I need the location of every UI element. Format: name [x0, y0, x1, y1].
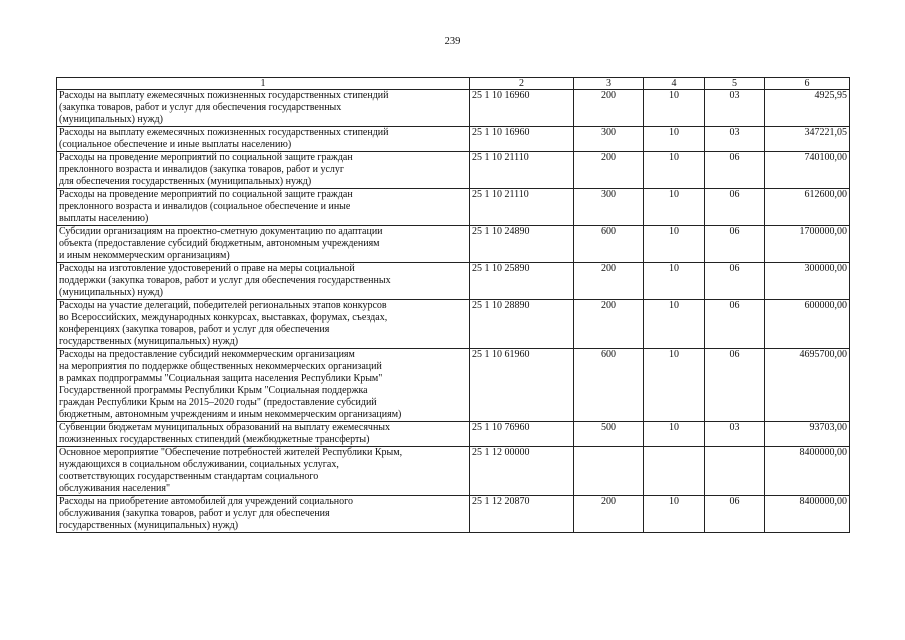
table-row [57, 422, 850, 447]
row-section [644, 447, 705, 496]
row-amount: 612600,00 [765, 189, 850, 226]
row-expense-type: 300 [574, 189, 644, 226]
row-code: 25 1 12 00000 [470, 447, 574, 496]
row-description: Основное мероприятие "Обеспечение потребностей жителей Республики Крым, нуждающихся в социальном обслуживании, социальных услугах, соответствующих государственным стандартам социального обслуживания населения" [57, 447, 470, 496]
row-section: 10 [644, 300, 705, 349]
row-expense-type: 600 [574, 349, 644, 422]
row-description: Расходы на участие делегаций, победителей региональных этапов конкурсов во Всероссийских, международных конкурсах, выставках, форумах, съездах, конференциях (закупка товаров, работ и услуг для обеспечения государственных (муниципальных) нужд) [57, 300, 470, 349]
row-amount: 8400000,00 [765, 496, 850, 533]
row-section: 10 [644, 349, 705, 422]
row-amount: 300000,00 [765, 263, 850, 300]
row-description: Субвенции бюджетам муниципальных образований на выплату ежемесячных пожизненных государственных стипендий (межбюджетные трансферты) [57, 422, 470, 447]
row-subsection: 06 [705, 496, 765, 533]
row-description: Расходы на изготовление удостоверений о праве на меры социальной поддержки (закупка товаров, работ и услуг для обеспечения государственных (муниципальных) нужд) [57, 263, 470, 300]
row-expense-type: 200 [574, 90, 644, 127]
row-subsection: 06 [705, 349, 765, 422]
row-amount: 4695700,00 [765, 349, 850, 422]
table-row [57, 263, 850, 300]
row-expense-type: 200 [574, 263, 644, 300]
row-code: 25 1 10 16960 [470, 127, 574, 152]
column-header: 6 [765, 78, 850, 90]
row-section: 10 [644, 152, 705, 189]
row-expense-type: 200 [574, 496, 644, 533]
row-subsection: 06 [705, 152, 765, 189]
row-expense-type: 600 [574, 226, 644, 263]
row-subsection: 06 [705, 300, 765, 349]
row-description: Расходы на проведение мероприятий по социальной защите граждан преклонного возраста и инвалидов (закупка товаров, работ и услуг для обеспечения государственных (муниципальных) нужд) [57, 152, 470, 189]
column-header: 2 [470, 78, 574, 90]
row-code: 25 1 10 24890 [470, 226, 574, 263]
row-subsection: 03 [705, 90, 765, 127]
row-code: 25 1 10 25890 [470, 263, 574, 300]
row-code: 25 1 10 21110 [470, 189, 574, 226]
row-description: Расходы на проведение мероприятий по социальной защите граждан преклонного возраста и инвалидов (социальное обеспечение и иные выплаты населению) [57, 189, 470, 226]
table-row [57, 349, 850, 422]
table-row [57, 189, 850, 226]
column-header: 3 [574, 78, 644, 90]
row-code: 25 1 10 76960 [470, 422, 574, 447]
table-row [57, 447, 850, 496]
row-section: 10 [644, 263, 705, 300]
row-subsection: 06 [705, 226, 765, 263]
row-subsection: 03 [705, 422, 765, 447]
row-expense-type [574, 447, 644, 496]
row-description: Расходы на приобретение автомобилей для учреждений социального обслуживания (закупка товаров, работ и услуг для обеспечения государственных (муниципальных) нужд) [57, 496, 470, 533]
table-row [57, 127, 850, 152]
row-expense-type: 200 [574, 152, 644, 189]
row-code: 25 1 12 20870 [470, 496, 574, 533]
row-amount: 4925,95 [765, 90, 850, 127]
table-row [57, 152, 850, 189]
row-subsection: 06 [705, 189, 765, 226]
row-code: 25 1 10 21110 [470, 152, 574, 189]
row-section: 10 [644, 422, 705, 447]
row-subsection: 03 [705, 127, 765, 152]
header-row [57, 78, 850, 90]
column-header: 5 [705, 78, 765, 90]
row-amount: 600000,00 [765, 300, 850, 349]
budget-table [56, 77, 850, 533]
table-row [57, 300, 850, 349]
row-description: Расходы на выплату ежемесячных пожизненных государственных стипендий (социальное обеспечение и иные выплаты населению) [57, 127, 470, 152]
row-expense-type: 200 [574, 300, 644, 349]
row-description: Субсидии организациям на проектно-сметную документацию по адаптации объекта (предоставление субсидий бюджетным, автономным учреждениям и иным некоммерческим организациям) [57, 226, 470, 263]
row-expense-type: 300 [574, 127, 644, 152]
row-expense-type: 500 [574, 422, 644, 447]
row-amount: 347221,05 [765, 127, 850, 152]
row-amount: 740100,00 [765, 152, 850, 189]
table-row [57, 226, 850, 263]
row-amount: 8400000,00 [765, 447, 850, 496]
row-code: 25 1 10 61960 [470, 349, 574, 422]
row-code: 25 1 10 16960 [470, 90, 574, 127]
table-row [57, 90, 850, 127]
row-subsection [705, 447, 765, 496]
row-subsection: 06 [705, 263, 765, 300]
row-section: 10 [644, 127, 705, 152]
row-section: 10 [644, 226, 705, 263]
row-section: 10 [644, 90, 705, 127]
row-amount: 93703,00 [765, 422, 850, 447]
page-number: 239 [444, 36, 461, 47]
row-section: 10 [644, 496, 705, 533]
row-description: Расходы на предоставление субсидий некоммерческим организациям на мероприятия по поддержке общественных некоммерческих организаций в рамках подпрограммы "Социальная защита населения Республики Крым" Государственной программы Республики Крым "Социальная поддержка граждан Республики Крым на 2015–2020 годы" (предоставление субсидий бюджетным, автономным учреждениям и иным некоммерческим организациям) [57, 349, 470, 422]
row-amount: 1700000,00 [765, 226, 850, 263]
table-row [57, 496, 850, 533]
row-description: Расходы на выплату ежемесячных пожизненных государственных стипендий (закупка товаров, работ и услуг для обеспечения государственных (муниципальных) нужд) [57, 90, 470, 127]
column-header: 1 [57, 78, 470, 90]
row-section: 10 [644, 189, 705, 226]
column-header: 4 [644, 78, 705, 90]
row-code: 25 1 10 28890 [470, 300, 574, 349]
